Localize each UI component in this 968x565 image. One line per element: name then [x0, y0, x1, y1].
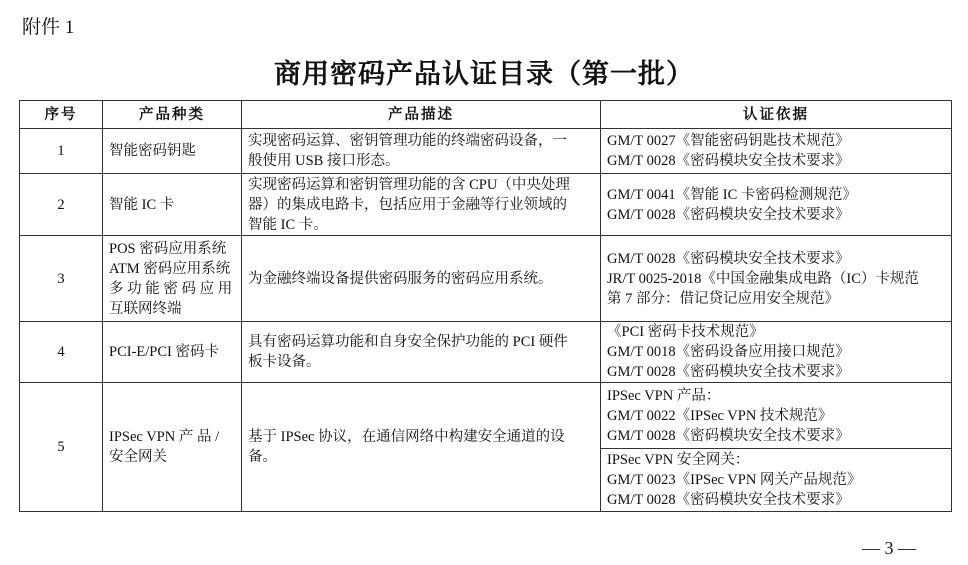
column-header-product-type: 产品种类	[103, 101, 242, 129]
cell-line: 实现密码运算和密钥管理功能的含 CPU（中央处理	[248, 176, 570, 193]
cell-line: POS 密码应用系统	[109, 240, 227, 257]
cell-line: GM/T 0023《IPSec VPN 网关产品规范》	[607, 472, 862, 488]
product-type-cell	[103, 129, 242, 174]
product-type-cell	[103, 174, 242, 236]
cell-line: 智能 IC 卡。	[248, 216, 328, 233]
cell-line: GM/T 0028《密码模块安全技术要求》	[607, 364, 850, 380]
certification-basis-cell	[601, 449, 952, 512]
row-number: 2	[20, 174, 103, 236]
cell-line: GM/T 0041《智能 IC 卡密码检测规范》	[607, 186, 857, 203]
cell-line: 智能密码钥匙	[109, 143, 196, 159]
cell-line: IPSec VPN 安全网关：	[607, 452, 750, 468]
cell-line: 板卡设备。	[248, 354, 321, 370]
row-number: 4	[20, 322, 103, 383]
certification-basis-cell	[601, 383, 952, 449]
product-type-cell	[103, 236, 242, 322]
product-description-cell	[242, 129, 601, 174]
cell-line: JR/T 0025-2018《中国金融集成电路（IC）卡规范	[607, 270, 919, 287]
product-description-cell	[242, 322, 601, 383]
cell-line: GM/T 0018《密码设备应用接口规范》	[607, 344, 850, 360]
page-title: 商用密码产品认证目录（第一批）	[274, 59, 694, 89]
cell-line: 智能 IC 卡	[109, 196, 175, 213]
row-number: 3	[20, 236, 103, 322]
certification-catalog-table	[19, 100, 952, 512]
cell-line: 《PCI 密码卡技术规范》	[607, 324, 764, 340]
cell-line: PCI-E/PCI 密码卡	[109, 344, 219, 360]
cell-line: 器）的集成电路卡，包括应用于金融等行业领域的	[248, 196, 567, 213]
product-type-cell	[103, 322, 242, 383]
cell-line: GM/T 0028《密码模块安全技术要求》	[607, 250, 850, 267]
cell-line: 基于 IPSec 协议，在通信网络中构建安全通道的设	[248, 429, 565, 445]
cell-line: 安全网关	[109, 449, 167, 465]
cell-line: GM/T 0022《IPSec VPN 技术规范》	[607, 407, 833, 424]
cell-line: IPSec VPN 产品：	[607, 387, 721, 404]
cell-line: 具有密码运算功能和自身安全保护功能的 PCI 硬件	[248, 334, 568, 350]
cell-line: GM/T 0028《密码模块安全技术要求》	[607, 427, 850, 444]
table-row	[20, 236, 952, 322]
table-body	[20, 129, 952, 512]
row-number: 1	[20, 129, 103, 174]
cell-line: 第 7 部分：借记贷记应用安全规范》	[607, 290, 839, 307]
product-type-cell	[103, 383, 242, 512]
cell-line: 般使用 USB 接口形态。	[248, 153, 400, 169]
product-description-cell	[242, 383, 601, 512]
table-row	[20, 129, 952, 174]
table-row	[20, 322, 952, 383]
certification-basis-cell	[601, 236, 952, 322]
certification-basis-cell	[601, 129, 952, 174]
cell-line: GM/T 0028《密码模块安全技术要求》	[607, 153, 850, 169]
table-header-row	[20, 101, 952, 129]
cell-line: GM/T 0028《密码模块安全技术要求》	[607, 492, 850, 508]
certification-basis-cell	[601, 322, 952, 383]
cell-line: 备。	[248, 449, 277, 465]
cell-line: GM/T 0027《智能密码钥匙技术规范》	[607, 133, 850, 149]
page-number: — 3 —	[862, 538, 916, 558]
table-row	[20, 383, 952, 449]
cell-line: GM/T 0028《密码模块安全技术要求》	[607, 206, 850, 223]
certification-basis-cell	[601, 174, 952, 236]
column-header-basis: 认证依据	[601, 101, 952, 129]
cell-line: 实现密码运算、密钥管理功能的终端密码设备，一	[248, 133, 567, 149]
cell-line: 为金融终端设备提供密码服务的密码应用系统。	[248, 270, 553, 287]
table-row	[20, 174, 952, 236]
product-description-cell	[242, 236, 601, 322]
product-description-cell	[242, 174, 601, 236]
cell-line: IPSec VPN 产 品 /	[109, 429, 220, 445]
row-number: 5	[20, 383, 103, 512]
attachment-label: 附件 1	[22, 17, 75, 38]
cell-line: 互联网终端	[109, 300, 182, 317]
cell-line: 多 功 能 密 码 应 用	[109, 280, 233, 297]
column-header-number: 序号	[20, 101, 103, 129]
cell-line: ATM 密码应用系统	[109, 260, 231, 277]
column-header-description: 产品描述	[242, 101, 601, 129]
